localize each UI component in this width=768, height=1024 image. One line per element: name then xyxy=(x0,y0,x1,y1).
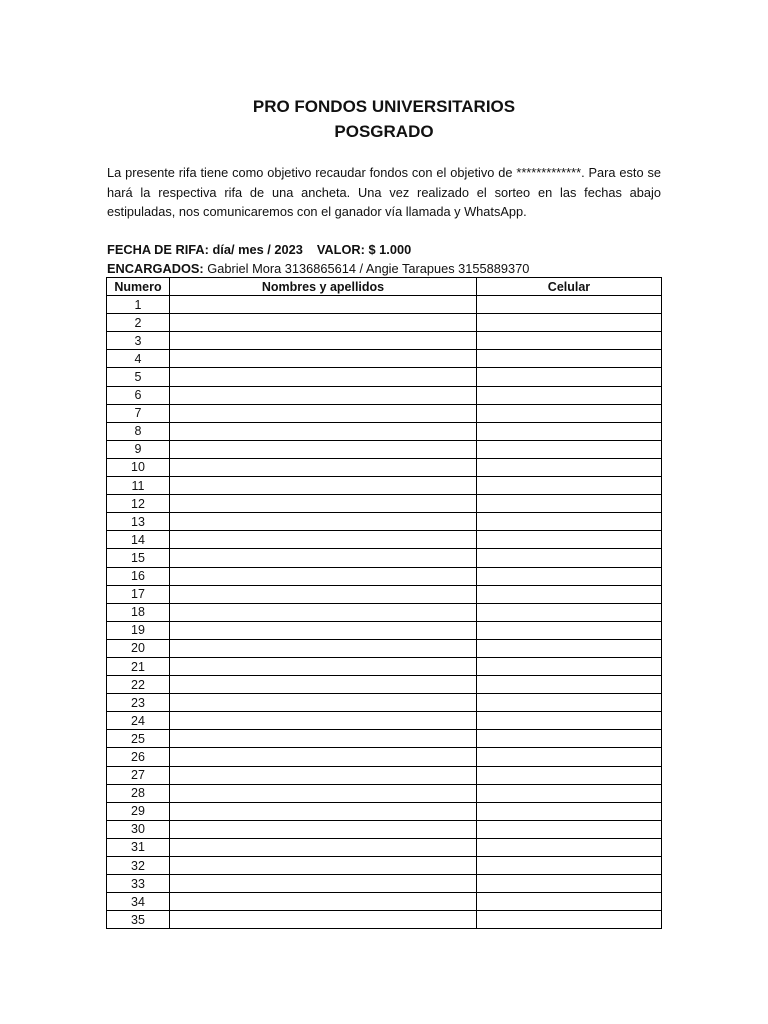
phone-cell[interactable] xyxy=(477,477,662,495)
row-number: 33 xyxy=(107,875,170,893)
row-number: 21 xyxy=(107,657,170,675)
name-cell[interactable] xyxy=(170,603,477,621)
table-row xyxy=(107,875,662,893)
table-row xyxy=(107,802,662,820)
name-cell[interactable] xyxy=(170,296,477,314)
date-value: día/ mes / 2023 xyxy=(212,242,303,257)
table-row xyxy=(107,350,662,368)
row-number: 15 xyxy=(107,549,170,567)
name-cell[interactable] xyxy=(170,730,477,748)
table-row xyxy=(107,585,662,603)
name-cell[interactable] xyxy=(170,440,477,458)
row-number: 35 xyxy=(107,911,170,929)
table-row xyxy=(107,676,662,694)
name-cell[interactable] xyxy=(170,477,477,495)
name-cell[interactable] xyxy=(170,332,477,350)
table-row xyxy=(107,477,662,495)
name-cell[interactable] xyxy=(170,893,477,911)
name-cell[interactable] xyxy=(170,911,477,929)
row-number: 1 xyxy=(107,296,170,314)
name-cell[interactable] xyxy=(170,784,477,802)
phone-cell[interactable] xyxy=(477,585,662,603)
name-cell[interactable] xyxy=(170,531,477,549)
name-cell[interactable] xyxy=(170,639,477,657)
table-row xyxy=(107,404,662,422)
row-number: 2 xyxy=(107,314,170,332)
row-number: 27 xyxy=(107,766,170,784)
row-number: 5 xyxy=(107,368,170,386)
name-cell[interactable] xyxy=(170,694,477,712)
phone-cell[interactable] xyxy=(477,857,662,875)
phone-cell[interactable] xyxy=(477,350,662,368)
phone-cell[interactable] xyxy=(477,549,662,567)
date-label: FECHA DE RIFA: xyxy=(107,242,209,257)
row-number: 4 xyxy=(107,350,170,368)
row-number: 11 xyxy=(107,477,170,495)
phone-cell[interactable] xyxy=(477,676,662,694)
table-row xyxy=(107,748,662,766)
raffle-info xyxy=(107,240,661,278)
table-row xyxy=(107,639,662,657)
table-row xyxy=(107,422,662,440)
row-number: 10 xyxy=(107,458,170,476)
table-row xyxy=(107,694,662,712)
row-number: 20 xyxy=(107,639,170,657)
row-number: 18 xyxy=(107,603,170,621)
name-cell[interactable] xyxy=(170,875,477,893)
name-cell[interactable] xyxy=(170,676,477,694)
row-number: 28 xyxy=(107,784,170,802)
phone-cell[interactable] xyxy=(477,911,662,929)
row-number: 29 xyxy=(107,802,170,820)
header-numero: Numero xyxy=(107,278,170,296)
table-row xyxy=(107,332,662,350)
name-cell[interactable] xyxy=(170,422,477,440)
row-number: 32 xyxy=(107,857,170,875)
phone-cell[interactable] xyxy=(477,621,662,639)
phone-cell[interactable] xyxy=(477,730,662,748)
intro-paragraph: La presente rifa tiene como objetivo recaudar fondos con el objetivo de *************. Para esto se hará la respectiva rifa de una ancheta. Una vez realizado el sorteo en las fechas abajo estipuladas, nos comunicaremos con el ganador vía llamada y WhatsApp. xyxy=(107,165,661,219)
row-number: 12 xyxy=(107,495,170,513)
phone-cell[interactable] xyxy=(477,531,662,549)
row-number: 25 xyxy=(107,730,170,748)
row-number: 14 xyxy=(107,531,170,549)
table-row xyxy=(107,567,662,585)
table-row xyxy=(107,314,662,332)
name-cell[interactable] xyxy=(170,495,477,513)
name-cell[interactable] xyxy=(170,802,477,820)
name-cell[interactable] xyxy=(170,712,477,730)
table-row xyxy=(107,838,662,856)
row-number: 26 xyxy=(107,748,170,766)
phone-cell[interactable] xyxy=(477,332,662,350)
row-number: 6 xyxy=(107,386,170,404)
name-cell[interactable] xyxy=(170,314,477,332)
table-header-row xyxy=(107,278,662,296)
row-number: 23 xyxy=(107,694,170,712)
table-row xyxy=(107,368,662,386)
table-row xyxy=(107,911,662,929)
table-row xyxy=(107,820,662,838)
name-cell[interactable] xyxy=(170,585,477,603)
phone-cell[interactable] xyxy=(477,314,662,332)
table-row xyxy=(107,857,662,875)
name-cell[interactable] xyxy=(170,549,477,567)
managers-value: Gabriel Mora 3136865614 / Angie Tarapues 3155889370 xyxy=(207,261,530,276)
raffle-table xyxy=(106,277,662,929)
phone-cell[interactable] xyxy=(477,820,662,838)
name-cell[interactable] xyxy=(170,368,477,386)
name-cell[interactable] xyxy=(170,513,477,531)
table-row xyxy=(107,893,662,911)
page-title xyxy=(0,94,768,144)
phone-cell[interactable] xyxy=(477,513,662,531)
table-row xyxy=(107,657,662,675)
managers-label: ENCARGADOS: xyxy=(107,261,204,276)
table-row xyxy=(107,730,662,748)
phone-cell[interactable] xyxy=(477,766,662,784)
name-cell[interactable] xyxy=(170,838,477,856)
phone-cell[interactable] xyxy=(477,802,662,820)
phone-cell[interactable] xyxy=(477,603,662,621)
phone-cell[interactable] xyxy=(477,296,662,314)
name-cell[interactable] xyxy=(170,458,477,476)
row-number: 13 xyxy=(107,513,170,531)
table-row xyxy=(107,531,662,549)
table-row xyxy=(107,458,662,476)
row-number: 34 xyxy=(107,893,170,911)
phone-cell[interactable] xyxy=(477,712,662,730)
row-number: 17 xyxy=(107,585,170,603)
row-number: 3 xyxy=(107,332,170,350)
phone-cell[interactable] xyxy=(477,694,662,712)
header-nombres: Nombres y apellidos xyxy=(170,278,477,296)
table-row xyxy=(107,603,662,621)
table-row xyxy=(107,386,662,404)
phone-cell[interactable] xyxy=(477,368,662,386)
phone-cell[interactable] xyxy=(477,422,662,440)
name-cell[interactable] xyxy=(170,567,477,585)
table-row xyxy=(107,440,662,458)
phone-cell[interactable] xyxy=(477,495,662,513)
row-number: 16 xyxy=(107,567,170,585)
phone-cell[interactable] xyxy=(477,440,662,458)
managers-line xyxy=(107,259,661,278)
header-celular: Celular xyxy=(477,278,662,296)
table-row xyxy=(107,513,662,531)
phone-cell[interactable] xyxy=(477,838,662,856)
name-cell[interactable] xyxy=(170,748,477,766)
table-row xyxy=(107,621,662,639)
row-number: 19 xyxy=(107,621,170,639)
name-cell[interactable] xyxy=(170,404,477,422)
price-value: $ 1.000 xyxy=(368,242,412,257)
row-number: 9 xyxy=(107,440,170,458)
name-cell[interactable] xyxy=(170,820,477,838)
phone-cell[interactable] xyxy=(477,657,662,675)
phone-cell[interactable] xyxy=(477,639,662,657)
table-row xyxy=(107,495,662,513)
row-number: 8 xyxy=(107,422,170,440)
name-cell[interactable] xyxy=(170,766,477,784)
name-cell[interactable] xyxy=(170,657,477,675)
phone-cell[interactable] xyxy=(477,458,662,476)
phone-cell[interactable] xyxy=(477,784,662,802)
table-row xyxy=(107,296,662,314)
raffle-date-price-line xyxy=(107,240,661,259)
title-line-2: POSGRADO xyxy=(334,122,434,141)
row-number: 22 xyxy=(107,676,170,694)
phone-cell[interactable] xyxy=(477,748,662,766)
phone-cell[interactable] xyxy=(477,404,662,422)
phone-cell[interactable] xyxy=(477,893,662,911)
name-cell[interactable] xyxy=(170,857,477,875)
name-cell[interactable] xyxy=(170,386,477,404)
row-number: 30 xyxy=(107,820,170,838)
phone-cell[interactable] xyxy=(477,567,662,585)
row-number: 7 xyxy=(107,404,170,422)
phone-cell[interactable] xyxy=(477,875,662,893)
phone-cell[interactable] xyxy=(477,386,662,404)
name-cell[interactable] xyxy=(170,350,477,368)
title-line-1: PRO FONDOS UNIVERSITARIOS xyxy=(252,97,516,116)
table-row xyxy=(107,766,662,784)
table-row xyxy=(107,784,662,802)
row-number: 31 xyxy=(107,838,170,856)
name-cell[interactable] xyxy=(170,621,477,639)
table-row xyxy=(107,549,662,567)
table-row xyxy=(107,712,662,730)
price-label: VALOR: xyxy=(316,242,365,257)
row-number: 24 xyxy=(107,712,170,730)
